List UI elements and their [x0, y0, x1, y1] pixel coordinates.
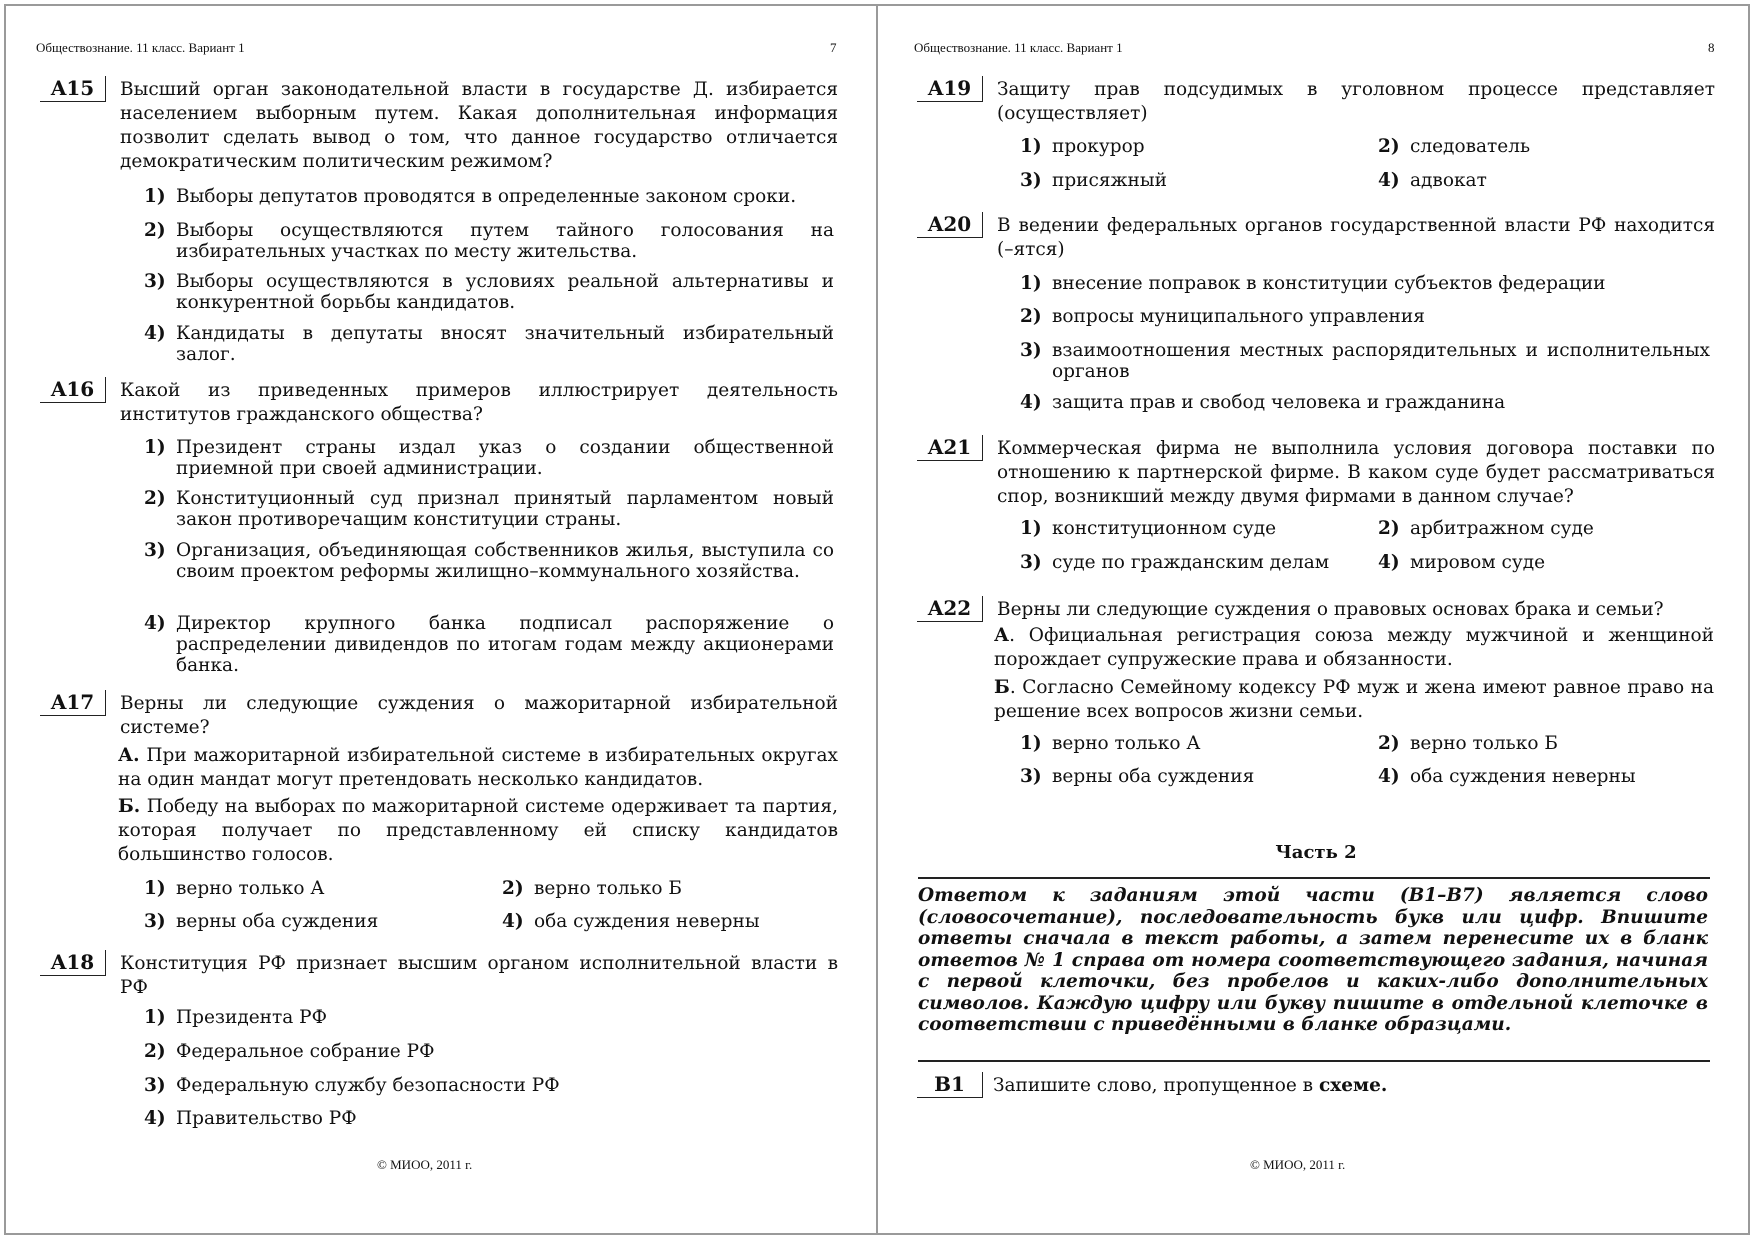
option-text: защита прав и свобод человека и гражданина: [1052, 392, 1506, 413]
statement-b: [118, 795, 838, 867]
option-number: 1): [1020, 136, 1042, 157]
option-number: 4): [144, 613, 166, 634]
statement-text: Победу на выборах по мажоритарной системе одерживает та партия, которая получает по представленному ей списку кандидатов большинство голосов.: [118, 796, 838, 865]
question-text: Высший орган законодательной власти в государстве Д. избирается населением выборным путем. Какая дополнительная информация позволит сделать вывод о том, что данное государство отличается демократическим политическим режимом?: [120, 79, 838, 172]
option-text: верны оба суждения: [176, 911, 379, 932]
option-text: мировом суде: [1410, 552, 1546, 573]
option-text: арбитражном суде: [1410, 518, 1594, 539]
option-number: 3): [144, 1075, 166, 1096]
option-number: 4): [1020, 392, 1042, 413]
option-number: 1): [1020, 273, 1042, 294]
question-text: В ведении федеральных органов государственной власти РФ находится (–ятся): [997, 215, 1715, 260]
statement-b: [994, 676, 1714, 724]
option-number: 1): [144, 1007, 166, 1028]
option-text: вопросы муниципального управления: [1052, 306, 1425, 327]
statement-a: [118, 744, 838, 792]
statement-letter: Б.: [118, 796, 141, 817]
question-label: A22: [917, 596, 983, 622]
option-number: 3): [1020, 340, 1042, 361]
option-text: присяжный: [1052, 170, 1167, 191]
footer-copyright: © МИОО, 2011 г.: [377, 1157, 473, 1172]
option-text: Президент страны издал указ о создании общественной приемной при своей администрации.: [176, 437, 834, 479]
option-number: 2): [1378, 733, 1400, 754]
option-text: верно только А: [1052, 733, 1201, 754]
statement-letter: Б: [994, 677, 1010, 698]
option-text: следователь: [1410, 136, 1531, 157]
option-number: 3): [144, 540, 166, 561]
option-number: 4): [1378, 766, 1400, 787]
question-text: Коммерческая фирма не выполнила условия договора поставки по отношению к партнерской фирме. В каком суде будет рассматриваться спор, возникший между двумя фирмами в данном случае?: [997, 438, 1715, 507]
option-number: 4): [144, 1108, 166, 1129]
question-label: A21: [917, 435, 983, 461]
question-label: A19: [917, 76, 983, 102]
option-text: Федеральное собрание РФ: [176, 1041, 435, 1062]
option-text: Конституционный суд признал принятый парламентом новый закон противоречащим конституции страны.: [176, 488, 834, 530]
option-number: 2): [1378, 518, 1400, 539]
question-label: A15: [40, 76, 106, 102]
option-text: верно только Б: [1410, 733, 1558, 754]
header-subject: Обществознание. 11 класс. Вариант 1: [914, 40, 1123, 55]
instructions-top-rule: [918, 877, 1710, 879]
option-text: конституционном суде: [1052, 518, 1277, 539]
question-text-emphasis: схеме.: [1318, 1075, 1388, 1096]
question-text: Верны ли следующие суждения о мажоритарной избирательной системе?: [120, 693, 838, 738]
statement-text: . Согласно Семейному кодексу РФ муж и жена имеют равное право на решение всех вопросов жизни семьи.: [994, 677, 1714, 722]
option-text: Выборы осуществляются в условиях реальной альтернативы и конкурентной борьбы кандидатов.: [176, 271, 834, 313]
question-text: Запишите слово, пропущенное в: [993, 1075, 1319, 1096]
option-number: 1): [144, 437, 166, 458]
question-label: A20: [917, 212, 983, 238]
statement-letter: А: [994, 625, 1010, 646]
option-text: Федеральную службу безопасности РФ: [176, 1075, 560, 1096]
header-page-number: 7: [830, 40, 837, 55]
part2-title: Часть 2: [1275, 842, 1357, 863]
option-number: 2): [144, 488, 166, 509]
question-b1-text: [993, 1074, 1387, 1098]
header-subject: Обществознание. 11 класс. Вариант 1: [36, 40, 245, 55]
option-number: 2): [144, 1041, 166, 1062]
statement-text: При мажоритарной избирательной системе в избирательных округах на один мандат могут претендовать несколько кандидатов.: [118, 745, 838, 790]
option-number: 1): [144, 878, 166, 899]
option-number: 4): [502, 911, 524, 932]
option-number: 4): [1378, 552, 1400, 573]
header-page-number: 8: [1708, 40, 1715, 55]
option-number: 1): [144, 186, 166, 207]
statement-a: [994, 624, 1714, 672]
question-text: Защиту прав подсудимых в уголовном процессе представляет (осуществляет): [997, 79, 1715, 124]
option-text: Выборы осуществляются путем тайного голосования на избирательных участках по месту жительства.: [176, 220, 834, 262]
option-number: 3): [1020, 552, 1042, 573]
option-text: адвокат: [1410, 170, 1487, 191]
option-number: 2): [144, 220, 166, 241]
option-text: взаимоотношения местных распорядительных и исполнительных органов: [1052, 340, 1710, 382]
statement-letter: А.: [118, 745, 140, 766]
option-number: 3): [1020, 766, 1042, 787]
option-text: верны оба суждения: [1052, 766, 1255, 787]
option-text: Кандидаты в депутаты вносят значительный избирательный залог.: [176, 323, 834, 365]
option-text: суде по гражданским делам: [1052, 552, 1330, 573]
option-text: верно только А: [176, 878, 325, 899]
question-label: A17: [40, 690, 106, 716]
question-text: Какой из приведенных примеров иллюстрирует деятельность институтов гражданского общества?: [120, 380, 838, 425]
option-number: 1): [1020, 518, 1042, 539]
option-text: Правительство РФ: [176, 1108, 357, 1129]
statement-text: . Официальная регистрация союза между мужчиной и женщиной порождает супружеские права и обязанности.: [994, 625, 1714, 670]
option-number: 1): [1020, 733, 1042, 754]
option-text: оба суждения неверны: [534, 911, 760, 932]
option-number: 3): [144, 911, 166, 932]
option-text: оба суждения неверны: [1410, 766, 1636, 787]
option-text: Организация, объединяющая собственников жилья, выступила со своим проектом реформы жилищно–коммунального хозяйства.: [176, 540, 834, 582]
question-text: Верны ли следующие суждения о правовых основах брака и семьи?: [997, 599, 1664, 620]
page-right: [878, 0, 1754, 1239]
question-label: B1: [917, 1072, 983, 1098]
footer-copyright: © МИОО, 2011 г.: [1250, 1157, 1346, 1172]
option-text: Директор крупного банка подписал распоряжение о распределении дивидендов по итогам годам между акционерами банка.: [176, 613, 834, 676]
option-number: 4): [1378, 170, 1400, 191]
question-label: A16: [40, 377, 106, 403]
option-number: 2): [1378, 136, 1400, 157]
option-number: 4): [144, 323, 166, 344]
instructions-bottom-rule: [918, 1060, 1710, 1062]
option-number: 3): [144, 271, 166, 292]
option-text: Выборы депутатов проводятся в определенные законом сроки.: [176, 186, 797, 207]
option-text: внесение поправок в конституции субъектов федерации: [1052, 273, 1606, 294]
option-number: 2): [1020, 306, 1042, 327]
option-number: 2): [502, 878, 524, 899]
option-number: 3): [1020, 170, 1042, 191]
question-label: A18: [40, 950, 106, 976]
page-left: [0, 0, 876, 1239]
option-text: Президента РФ: [176, 1007, 327, 1028]
part2-instructions: Ответом к заданиям этой части (В1–В7) является слово (словосочетание), последовательность букв или цифр. Впишите ответы сначала в текст работы, а затем перенесите их в бланк ответов № 1 справа от номера соответствующего задания, начиная с первой клеточки, без пробелов и каких-либо дополнительных символов. Каждую цифру или букву пишите в отдельной клеточке в соответствии с приведёнными в бланке образцами.: [918, 885, 1708, 1035]
option-text: прокурор: [1052, 136, 1145, 157]
option-text: верно только Б: [534, 878, 682, 899]
question-text: Конституция РФ признает высшим органом исполнительной власти в РФ: [120, 953, 838, 998]
